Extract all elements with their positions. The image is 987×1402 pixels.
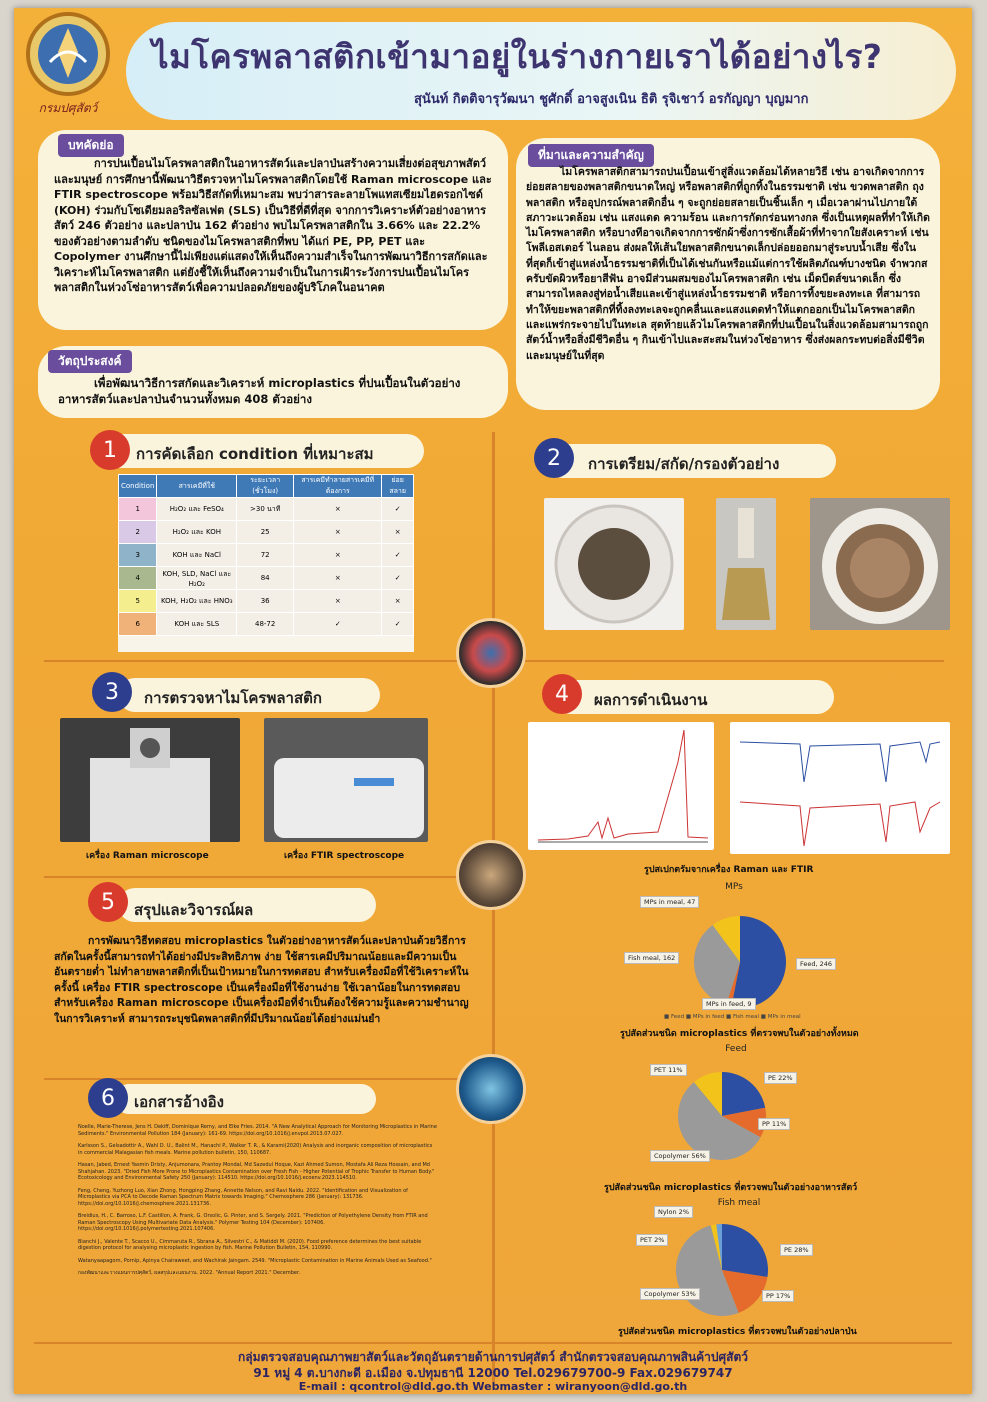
background-text: ไมโครพลาสติกสามารถปนเปื้อนเข้าสู่สิ่งแวดล้อมได้หลายวิธี เช่น อาจเกิดจากการย่อยสลายของพลาสติกขนาดใหญ่ หรือพลาสติกที่ถูกทิ้งในธรรมชาติ เช่น ขวดพลาสติก ถุงพลาสติก หรืออุปกรณ์พลาสติกอื่น ๆ จะถูกย่อยสลายเป็นชิ้นเล็ก ๆ เมื่อเวลาผ่านไปภายใต้สภาวะแวดล้อม เช่น แสงแดด ความร้อน และการกัดกร่อนทางกล ซึ่งเป็นเหตุผลที่ทำให้เกิดไมโครพลาสติก หรือบางทีอาจเกิดจากการซักผ้าซึ่งการซักเสื้อผ้าที่ทำจากใยสังเคราะห์ เช่น โพลีเอสเตอร์ ไนลอน ส่งผลให้เส้นใยพลาสติกขนาดเล็กปล่อยออกมาสู่ระบบน้ำเสีย ซึ่งในที่สุดก็เข้าสู่แหล่งน้ำธรรมชาติที่เป็นได้เช่นกันหรือแม้แต่การใช้ผลิตภัณฑ์บางชนิด จำพวกสครับขัดผิวหรือยาสีฟัน อาจมีส่วนผสมของไมโครพลาสติก เช่น เม็ดบีดส์ขนาดเล็ก ซึ่งสามารถไหลลงสู่ท่อน้ำเสียและเข้าสู่แหล่งน้ำธรรมชาติ หรือการทิ้งขยะลงทะเล ที่สามารถทำให้ขยะพลาสติกที่ทิ้งลงทะเลจะถูกคลื่นและแสงแดดทำให้แตกออกเป็นไมโครพลาสติกและแพร่กระจายไปในทะเล สุดท้ายแล้วไมโครพลาสติกที่ปนเปื้อนในสิ่งแวดล้อมสามารถถูกสัตว์น้ำหรือสิ่งมีชีวิตอื่น ๆ กินเข้าไปและสะสมในห่วงโซ่อาหาร ซึ่งส่งผลกระทบต่อสิ่งมีชีวิตและมนุษย์ในที่สุด xyxy=(526,166,930,362)
poster xyxy=(14,8,972,1394)
time-cell: >30 นาที xyxy=(237,498,294,521)
chemical-cell: H₂O₂ และ FeSO₄ xyxy=(157,498,237,521)
section1-number: 1 xyxy=(90,430,130,470)
th-condition: Condition xyxy=(119,475,157,498)
section2-number: 2 xyxy=(534,438,574,478)
damage-cell: × xyxy=(294,498,382,521)
damage-cell: × xyxy=(294,590,382,613)
footer-org: กลุ่มตรวจสอบคุณภาพยาสัตว์และวัตถุอันตรายด้านการปศุสัตว์ สำนักตรวจสอบคุณภาพสินค้าปศุสัตว์ xyxy=(237,1350,749,1364)
raman-microscope-photo xyxy=(60,718,240,842)
sample-dish-photo xyxy=(544,498,684,630)
pie3-title: Fish meal xyxy=(717,1198,761,1208)
flask-photo xyxy=(716,498,776,630)
digest-cell: ✓ xyxy=(382,498,414,521)
pie1 xyxy=(690,912,790,1012)
chemical-cell: KOH และ NaCl xyxy=(157,544,237,567)
chemical-cell: H₂O₂ และ KOH xyxy=(157,521,237,544)
ftir-caption: เครื่อง FTIR spectroscope xyxy=(284,851,405,861)
th-time: ระยะเวลา (ชั่วโมง) xyxy=(237,475,294,498)
condition-row xyxy=(119,544,414,567)
condition-row xyxy=(119,613,414,636)
damage-cell: × xyxy=(294,521,382,544)
condition-row xyxy=(119,567,414,590)
chemical-cell: KOH และ SLS xyxy=(157,613,237,636)
damage-cell: × xyxy=(294,544,382,567)
condition-cell: 3 xyxy=(119,544,157,567)
pie1-label-meal: MPs in meal, 47 xyxy=(640,896,699,908)
raman-caption: เครื่อง Raman microscope xyxy=(86,851,209,861)
reference-item: Karlsson S., Gelsadottir A., Wahl D. U., Balint M., Hanachi P., Walker T. R., & Karami(2020) Analysis and inorganic composition of microplastics in commercial Malagasian fish meals. Marine pollution bulletin, 150, 110687. xyxy=(78,1143,433,1156)
pie1-label-fish: Fish meal, 162 xyxy=(624,952,679,964)
pie1-legend: ■ Feed ■ MPs in feed ■ Fish meal ■ MPs in meal xyxy=(664,1014,801,1020)
pie1-label-mpfeed: MPs in feed, 9 xyxy=(702,998,756,1010)
section3-number: 3 xyxy=(92,672,132,712)
references-list xyxy=(78,1124,438,1283)
pie2-caption: รูปสัดส่วนชนิด microplastics ที่ตรวจพบในตัวอย่างอาหารสัตว์ xyxy=(604,1183,858,1193)
pie2-label-copolymer: Copolymer 56% xyxy=(650,1150,710,1162)
abstract-tag: บทคัดย่อ xyxy=(58,134,124,157)
th-chemicals: สารเคมีที่ใช้ xyxy=(157,475,237,498)
reference-item: Bianchi J., Valente T., Scacco U., Cimmaruta R., Sbrana A., Silvestri C., & Matiddi M. (2020). Food preference determines the best suitable digestion protocol for analysing microplastic ingestion by fish. Marine Pollution Bulletin, 154, 110990. xyxy=(78,1238,422,1251)
time-cell: 72 xyxy=(237,544,294,567)
digest-cell: ✓ xyxy=(382,567,414,590)
pie1-label-feed: Feed, 246 xyxy=(796,958,836,970)
condition-row xyxy=(119,590,414,613)
digest-cell: ✓ xyxy=(382,544,414,567)
footer-divider xyxy=(34,1342,952,1344)
condition-cell: 4 xyxy=(119,567,157,590)
time-cell: 84 xyxy=(237,567,294,590)
digest-cell: × xyxy=(382,590,414,613)
condition-row xyxy=(119,498,414,521)
time-cell: 48-72 xyxy=(237,613,294,636)
damage-cell: × xyxy=(294,567,382,590)
pie2-label-pp: PP 11% xyxy=(758,1118,790,1130)
pie3-label-pe: PE 28% xyxy=(780,1244,813,1256)
section6-number: 6 xyxy=(88,1078,128,1118)
section4-title: ผลการดำเนินงาน xyxy=(594,691,708,709)
pie2-label-pet: PET 11% xyxy=(650,1064,687,1076)
food-image xyxy=(456,840,526,910)
pie2-label-pe: PE 22% xyxy=(764,1072,797,1084)
plastic-beads-image xyxy=(456,618,526,688)
reference-item: Hasan, Jabed, Ernest Yasmin Dristy, Anjumonara, Prantoy Mondal, Md Sazedul Hoque, Kazi Ahmed Sumon, Mostafa Ali Reza Hossain, and Md Shahjahan. 2023. "Dried Fish More Prone to Microplastics Contamination over Fresh Fish - Higher Potential of Trophic Transfer to Human Body." Ecotoxicology and Environmental Safety 250 (January): 114510. https://doi.org/10.1016/j.ecoenv.2023.114510. xyxy=(78,1162,435,1181)
footer-email: E-mail : qcontrol@dld.go.th Webmaster : wiranyoon@dld.go.th xyxy=(298,1380,688,1393)
pie-slice xyxy=(722,1224,768,1277)
pie3 xyxy=(672,1220,772,1320)
reference-item: Breidius, H., C. Barroso, L.F. Castillon, A. Frank, G. Orsolic, G. Pinter, and S. Sergely. 2021. "Prediction of Polyethylene Density from FTIR and Raman Spectroscopy Using Multivariate Data Analysis." Polymer Testing 104 (December): 107406. https://doi.org/10.1016/j.polymertesting.2021.107406. xyxy=(78,1213,428,1232)
ftir-spectroscope-photo xyxy=(264,718,428,842)
reference-item: Watanyaapagorn, Pornip, Apinya Chairaweet, and Wachirak Jaingam. 2549. "Microplastic Contamination in Marine Animals Used as Seafood." xyxy=(78,1257,432,1264)
condition-cell: 5 xyxy=(119,590,157,613)
pie3-label-nylon: Nylon 2% xyxy=(654,1206,693,1218)
section5-number: 5 xyxy=(88,882,128,922)
section2-title: การเตรียม/สกัด/กรองตัวอย่าง xyxy=(588,455,780,473)
conclusion-text: การพัฒนาวิธีทดสอบ microplastics ในตัวอย่างอาหารสัตว์และปลาป่นด้วยวิธีการสกัดในครั้งนี้สามารถทำได้อย่างมีประสิทธิภาพ ง่าย ใช้สารเคมีปริมาณน้อยและมีความเป็นอันตรายต่ำ ไม่ทำลายพลาสติกที่เป็นเป้าหมายในการทดสอบ สำหรับเครื่องมือที่ใช้วิเคราะห์ในครั้งนี้ เครื่อง FTIR spectroscope เป็นเครื่องมือที่ใช้งานง่าย ใช้เวลาน้อยในการทดสอบ สำหรับเครื่อง Raman microscope เป็นเครื่องมือที่จำเป็นต้องใช้ความรู้และความชำนาญในการวิเคราะห์ สามารถระบุชนิดพลาสติกที่มีปริมาณน้อยได้อย่างแม่นยำ xyxy=(54,935,469,1025)
pie3-label-pet: PET 2% xyxy=(636,1234,668,1246)
digest-cell: × xyxy=(382,521,414,544)
th-digest: ย่อยสลาย xyxy=(382,475,414,498)
filter-photo xyxy=(810,498,950,630)
pie3-label-copolymer: Copolymer 53% xyxy=(640,1288,700,1300)
pie1-caption: รูปสัดส่วนชนิด microplastics ที่ตรวจพบในตัวอย่างทั้งหมด xyxy=(620,1029,859,1039)
pie2-title: Feed xyxy=(725,1044,747,1054)
raman-spectrum xyxy=(528,722,714,850)
chemical-cell: KOH, H₂O₂ และ HNO₃ xyxy=(157,590,237,613)
h-divider-2 xyxy=(44,876,494,878)
section6-title: เอกสารอ้างอิง xyxy=(134,1093,224,1111)
reference-item: กองพัฒนาและวางแผนการปศุสัตว์, ผลสรุปและแผนงาน. 2022. "Annual Report 2021." December. xyxy=(78,1270,301,1276)
condition-cell: 6 xyxy=(119,613,157,636)
ftir-spectrum xyxy=(730,722,950,854)
chemical-cell: KOH, SLD, NaCl และ H₂O₂ xyxy=(157,567,237,590)
time-cell: 25 xyxy=(237,521,294,544)
time-cell: 36 xyxy=(237,590,294,613)
objective-tag: วัตถุประสงค์ xyxy=(48,350,132,373)
reference-item: Noelle, Marie-Therese, Jens H. Dekiff, Dominique Remy, and Elke Fries. 2014. "A New Analytical Approach for Monitoring Microplastics in Marine Sediments." Environmental Pollution 184 (January): 161-69. https://doi.org/10.1016/j.envpol.2013.07.027. xyxy=(78,1124,437,1137)
pie1-title: MPs xyxy=(725,882,743,892)
abstract-text: การปนเปื้อนไมโครพลาสติกในอาหารสัตว์และปลาป่นสร้างความเสี่ยงต่อสุขภาพสัตว์และมนุษย์ การศึกษานี้พัฒนาวิธีตรวจหาไมโครพลาสติกโดยใช้ Raman microscope และ FTIR spectroscope พร้อมวิธีสกัดที่เหมาะสม พบว่าสารละลายโพแทสเซียมไฮดรอกไซด์ (KOH) ร่วมกับโซเดียมลอริลซัลเฟต (SLS) เป็นวิธีที่ดีที่สุด จากการวิเคราะห์ตัวอย่างอาหารสัตว์ 246 ตัวอย่าง และปลาป่น 162 ตัวอย่าง พบไมโครพลาสติกใน 3.66% และ 22.2% ของตัวอย่างตามลำดับ ชนิดของไมโครพลาสติกที่พบ ได้แก่ PE, PP, PET และ Copolymer งานศึกษานี้ไม่เพียงแต่แสดงให้เห็นถึงความสำเร็จในการพัฒนาวิธีการสกัดและวิเคราะห์ไมโครพลาสติก แต่ยังชี้ให้เห็นถึงความจำเป็นในการเฝ้าระวังการปนเปื้อนไมโครพลาสติกในห่วงโซ่อาหารสัตว์เพื่อความปลอดภัยของผู้บริโภคในอนาคต xyxy=(54,157,492,294)
poster-title: ไมโครพลาสติกเข้ามาอยู่ในร่างกายเราได้อย่างไร? xyxy=(152,37,883,76)
pie3-label-pp: PP 17% xyxy=(762,1290,794,1302)
dld-logo xyxy=(20,12,116,116)
digest-cell: ✓ xyxy=(382,613,414,636)
objective-text: เพื่อพัฒนาวิธีการสกัดและวิเคราะห์ microplastics ที่ปนเปื้อนในตัวอย่างอาหารสัตว์และปลาป่นจำนวนทั้งหมด 408 ตัวอย่าง xyxy=(58,376,461,406)
ocean-image xyxy=(456,1054,526,1124)
condition-table xyxy=(118,474,414,636)
damage-cell: ✓ xyxy=(294,613,382,636)
pie3-caption: รูปสัดส่วนชนิด microplastics ที่ตรวจพบในตัวอย่างปลาป่น xyxy=(618,1327,857,1337)
section1-title: การคัดเลือก condition ที่เหมาะสม xyxy=(136,445,374,463)
authors: สุนันท์ กิตติจารุวัฒนา ชูศักดิ์ อาจสูงเนิน ธิติ รุจิเชาว์ อรกัญญา บุญมาก xyxy=(414,92,809,107)
condition-cell: 1 xyxy=(119,498,157,521)
svg-text:กรมปศุสัตว์: กรมปศุสัตว์ xyxy=(38,101,98,115)
th-damage: สารเคมีทำลายสารเคมีที่ต้องการ xyxy=(294,475,382,498)
condition-cell: 2 xyxy=(119,521,157,544)
condition-row xyxy=(119,521,414,544)
section5-title: สรุปและวิจารณ์ผล xyxy=(134,901,254,919)
spectra-caption: รูปสเปกตรัมจากเครื่อง Raman และ FTIR xyxy=(644,865,814,875)
reference-item: Feng, Cheng, Yuzhong Luo, Xian Zhong, Hongping Zhang, Annette Nelson, and Ravi Naidu. 2022. "Identification and Visualization of Microplastics via PCA to Decode Raman Spectrum Matrix towards Imaging." Chemosphere 286 (January): 131736. https://doi.org/10.1016/j.chemosphere.2021.131736. xyxy=(78,1187,408,1207)
background-tag: ที่มาและความสำคัญ xyxy=(528,144,654,167)
footer-address: 91 หมู่ 4 ต.บางกะดี อ.เมือง จ.ปทุมธานี 12000 Tel.029679700-9 Fax.029679747 xyxy=(253,1366,733,1380)
section3-title: การตรวจหาไมโครพลาสติก xyxy=(144,689,322,707)
condition-table-wrap xyxy=(118,474,414,652)
section4-number: 4 xyxy=(542,674,582,714)
